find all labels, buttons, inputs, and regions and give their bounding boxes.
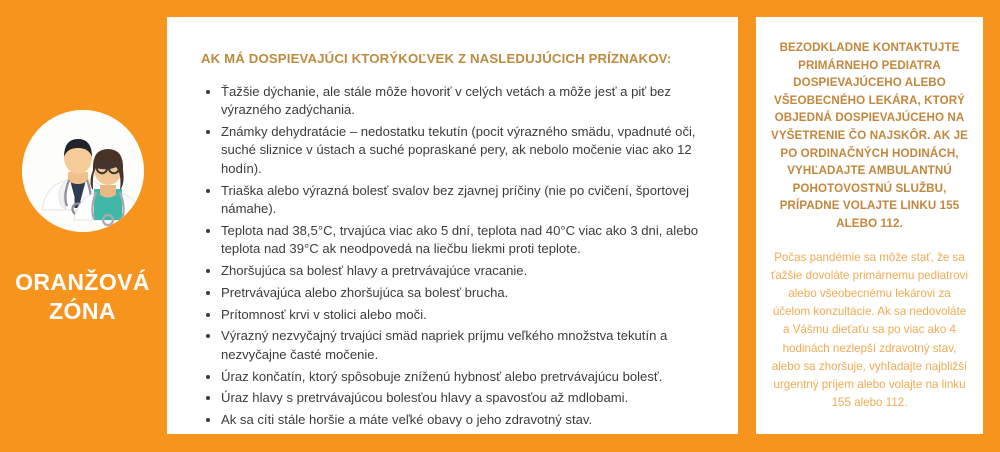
- panel-divider: [746, 0, 756, 452]
- list-item: Triaška alebo výrazná bolesť svalov bez zjavnej príčiny (nie po cvičení, športovej námahe).: [219, 182, 720, 219]
- list-item: Úraz končatín, ktorý spôsobuje zníženú hybnosť alebo pretrvávajúcu bolesť.: [219, 368, 720, 386]
- zone-label-line-1: ORANŽOVÁ: [15, 269, 150, 295]
- list-item: Zhoršujúca sa bolesť hlavy a pretrvávajúce vracanie.: [219, 262, 720, 280]
- list-item: Výrazný nezvyčajný trvajúci smäd napriek príjmu veľkého množstva tekutín a nezvyčajne časté močenie.: [219, 327, 720, 364]
- list-item: Ak sa cíti stále horšie a máte veľké obavy o jeho zdravotný stav.: [219, 411, 720, 429]
- symptoms-heading: AK MÁ DOSPIEVAJÚCI KTORÝKOĽVEK Z NASLEDUJÚCICH PRÍZNAKOV:: [201, 51, 672, 66]
- symptoms-card: [167, 17, 738, 434]
- list-item: Ťažšie dýchanie, ale stále môže hovoriť v celých vetách a môže jesť a piť bez výrazného zadýchania.: [219, 83, 720, 120]
- zone-label: [0, 268, 165, 327]
- list-item: Teplota nad 38,5°C, trvajúca viac ako 5 dní, teplota nad 40°C viac ako 3 dni, alebo teplota nad 39°C ak neodpovedá na liečbu liekmi proti teplote.: [219, 222, 720, 259]
- list-item: Prítomnosť krvi v stolici alebo moči.: [219, 306, 720, 324]
- advice-note-text: Počas pandémie sa môže stať, že sa ťažšie dovoláte primárnemu pediatrovi alebo všeobecnému lekárovi za účelom konzultácie. Ak sa nedovoláte a Vášmu dieťaťu sa po viac ako 4 hodinách nezlepší zdravotný stav, alebo sa zhoršuje, vyhľadajte najbližší urgentný príjem alebo volajte na linku 155 alebo 112.: [770, 250, 969, 410]
- two-doctors-icon: [22, 110, 144, 232]
- zone-label-line-2: ZÓNA: [49, 298, 116, 325]
- list-item: Známky dehydratácie – nedostatku tekutín (pocit výrazného smädu, vpadnuté oči, suché sliznice v ústach a suché popraskané pery, ak nebolo močenie viac ako 12 hodín).: [219, 123, 720, 178]
- symptom-list: [187, 83, 720, 430]
- advice-card: [756, 17, 983, 434]
- list-item: Úraz hlavy s pretrvávajúcou bolesťou hlavy a spavosťou až mdlobami.: [219, 389, 720, 407]
- advice-primary-text: BEZODKLADNE KONTAKTUJTE PRIMÁRNEHO PEDIATRA DOSPIEVAJÚCEHO ALEBO VŠEOBECNÉHO LEKÁRA, KTORÝ OBJEDNÁ DOSPIEVAJÚCEHO NA VYŠETRENIE ČO NAJSKÔR. AK JE PO ORDINAČNÝCH HODINÁCH, VYHĽADAJTE AMBULANTNÚ POHOTOVOSTNÚ SLUŽBU, PRÍPADNE VOLAJTE LINKU 155 ALEBO 112.: [771, 41, 968, 231]
- zone-panel: [0, 0, 165, 452]
- list-item: Pretrvávajúca alebo zhoršujúca sa bolesť brucha.: [219, 284, 720, 302]
